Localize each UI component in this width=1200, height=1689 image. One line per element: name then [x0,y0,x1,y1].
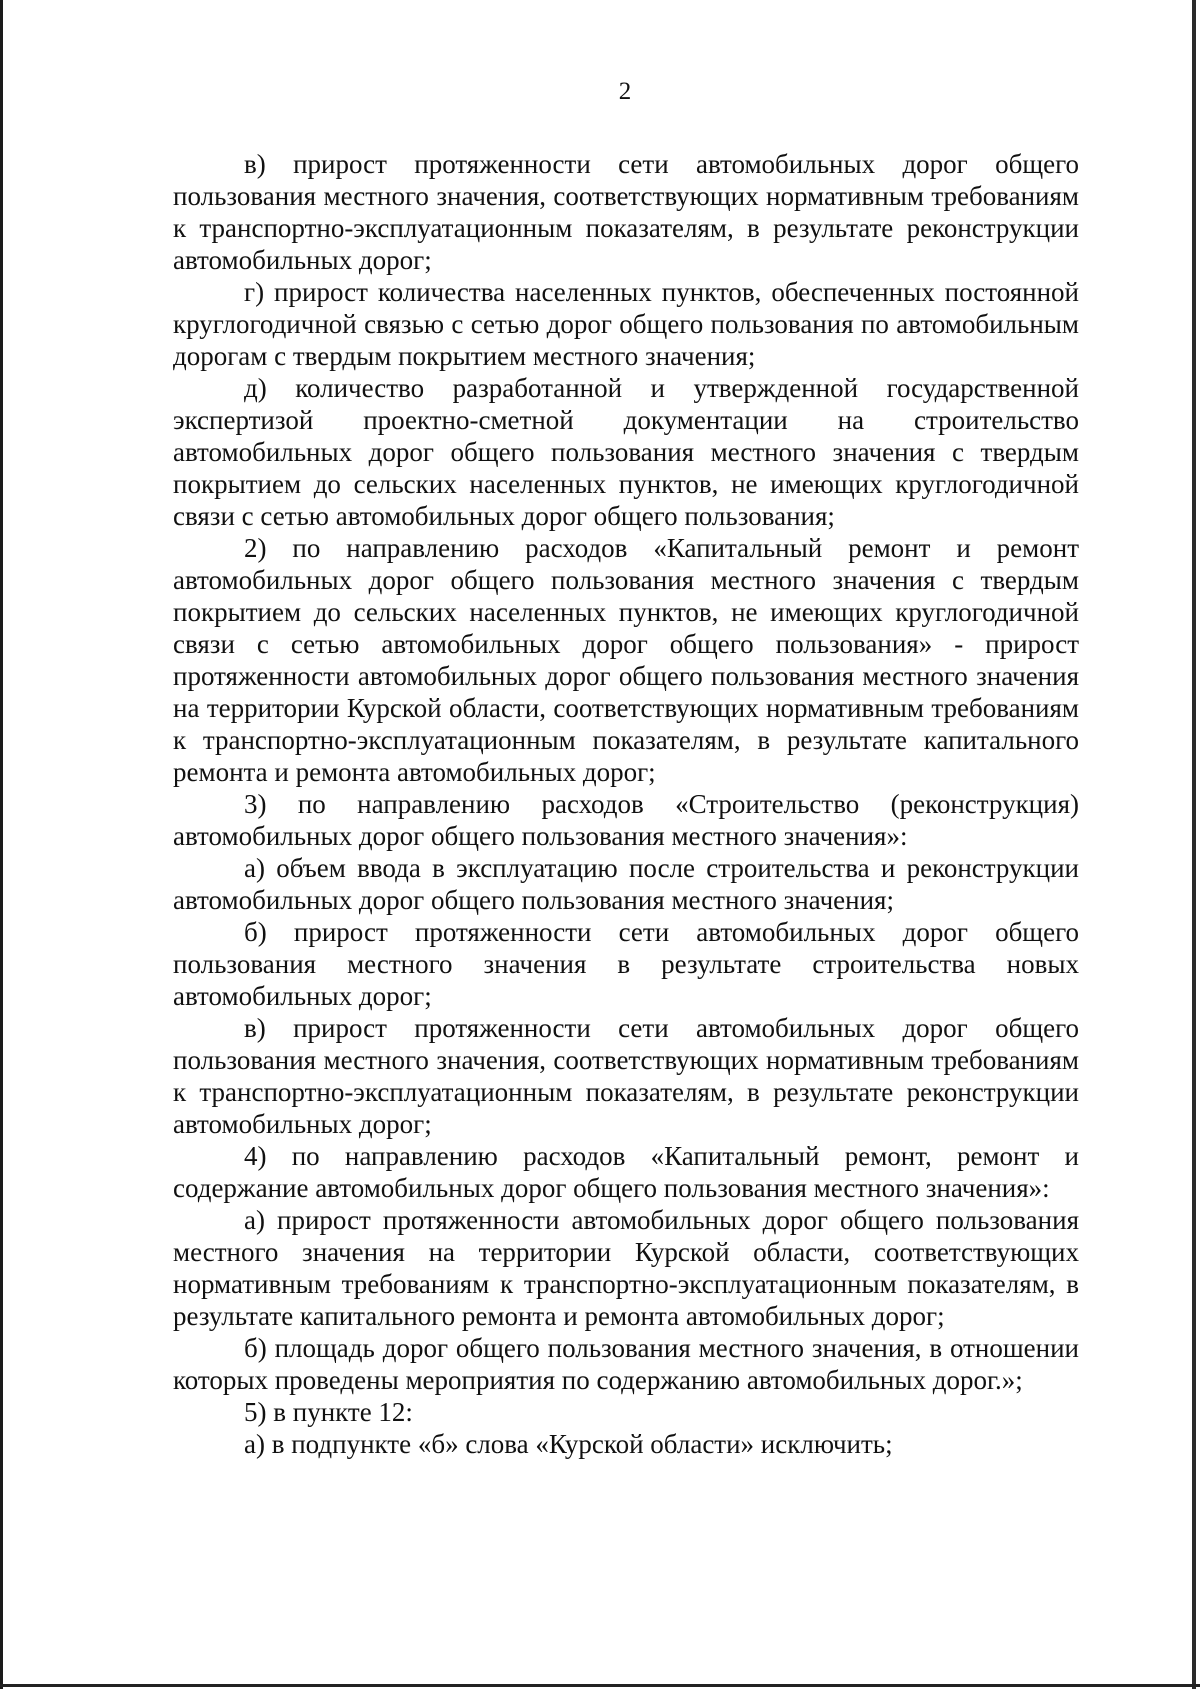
scan-border-left [0,0,3,1689]
paragraph-2-capital-repair: 2) по направлению расходов «Капитальный ремонт и ремонт автомобильных дорог общего пользования местного значения с твердым покрытием до сельских населенных пунктов, не имеющих круглогодичной связи с сетью автомобильных дорог общего пользования» - прирост протяженности автомобильных дорог общего пользования местного значения на территории Курской области, соответствующих нормативным требованиям к транспортно-эксплуатационным показателям, в результате капитального ремонта и ремонта автомобильных дорог; [173,533,1079,787]
paragraph-3v-reconstruction: в) прирост протяженности сети автомобильных дорог общего пользования местного значения, соответствующих нормативным требованиям к транспортно-эксплуатационным показателям, в результате реконструкции автомобильных дорог; [173,1013,1079,1139]
paragraph-3b-new-roads: б) прирост протяженности сети автомобильных дорог общего пользования местного значения в результате строительства новых автомобильных дорог; [173,917,1079,1011]
paragraph-g-settlements: г) прирост количества населенных пунктов, обеспеченных постоянной круглогодичной связью с сетью дорог общего пользования по автомобильным дорогам с твердым покрытием местного значения; [173,277,1079,371]
document-body [173,148,1079,1460]
page-number: 2 [618,78,632,105]
paragraph-3-construction: 3) по направлению расходов «Строительство (реконструкция) автомобильных дорог общего пользования местного значения»: [173,789,1079,851]
paragraph-d-documentation: д) количество разработанной и утвержденной государственной экспертизой проектно-сметной документации на строительство автомобильных дорог общего пользования местного значения с твердым покрытием до сельских населенных пунктов, не имеющих круглогодичной связи с сетью автомобильных дорог общего пользования; [173,373,1079,531]
paragraph-4-maintenance: 4) по направлению расходов «Капитальный ремонт, ремонт и содержание автомобильных дорог общего пользования местного значения»: [173,1141,1079,1203]
paragraph-5a-subpoint-b: а) в подпункте «б» слова «Курской области» исключить; [244,1429,893,1459]
scan-border-bottom [0,1684,1200,1687]
paragraph-5-point-12: 5) в пункте 12: [244,1397,413,1427]
paragraph-3a-commissioning: а) объем ввода в эксплуатацию после строительства и реконструкции автомобильных дорог общего пользования местного значения; [173,853,1079,915]
scan-border-right [1192,0,1196,1689]
paragraph-4a-growth: а) прирост протяженности автомобильных дорог общего пользования местного значения на территории Курской области, соответствующих нормативным требованиям к транспортно-эксплуатационным показателям, в результате капитального ремонта и ремонта автомобильных дорог; [173,1205,1079,1331]
paragraph-v-growth-reconstruction: в) прирост протяженности сети автомобильных дорог общего пользования местного значения, соответствующих нормативным требованиям к транспортно-эксплуатационным показателям, в результате реконструкции автомобильных дорог; [173,149,1079,275]
paragraph-4b-area: б) площадь дорог общего пользования местного значения, в отношении которых проведены мероприятия по содержанию автомобильных дорог.»; [173,1333,1079,1395]
